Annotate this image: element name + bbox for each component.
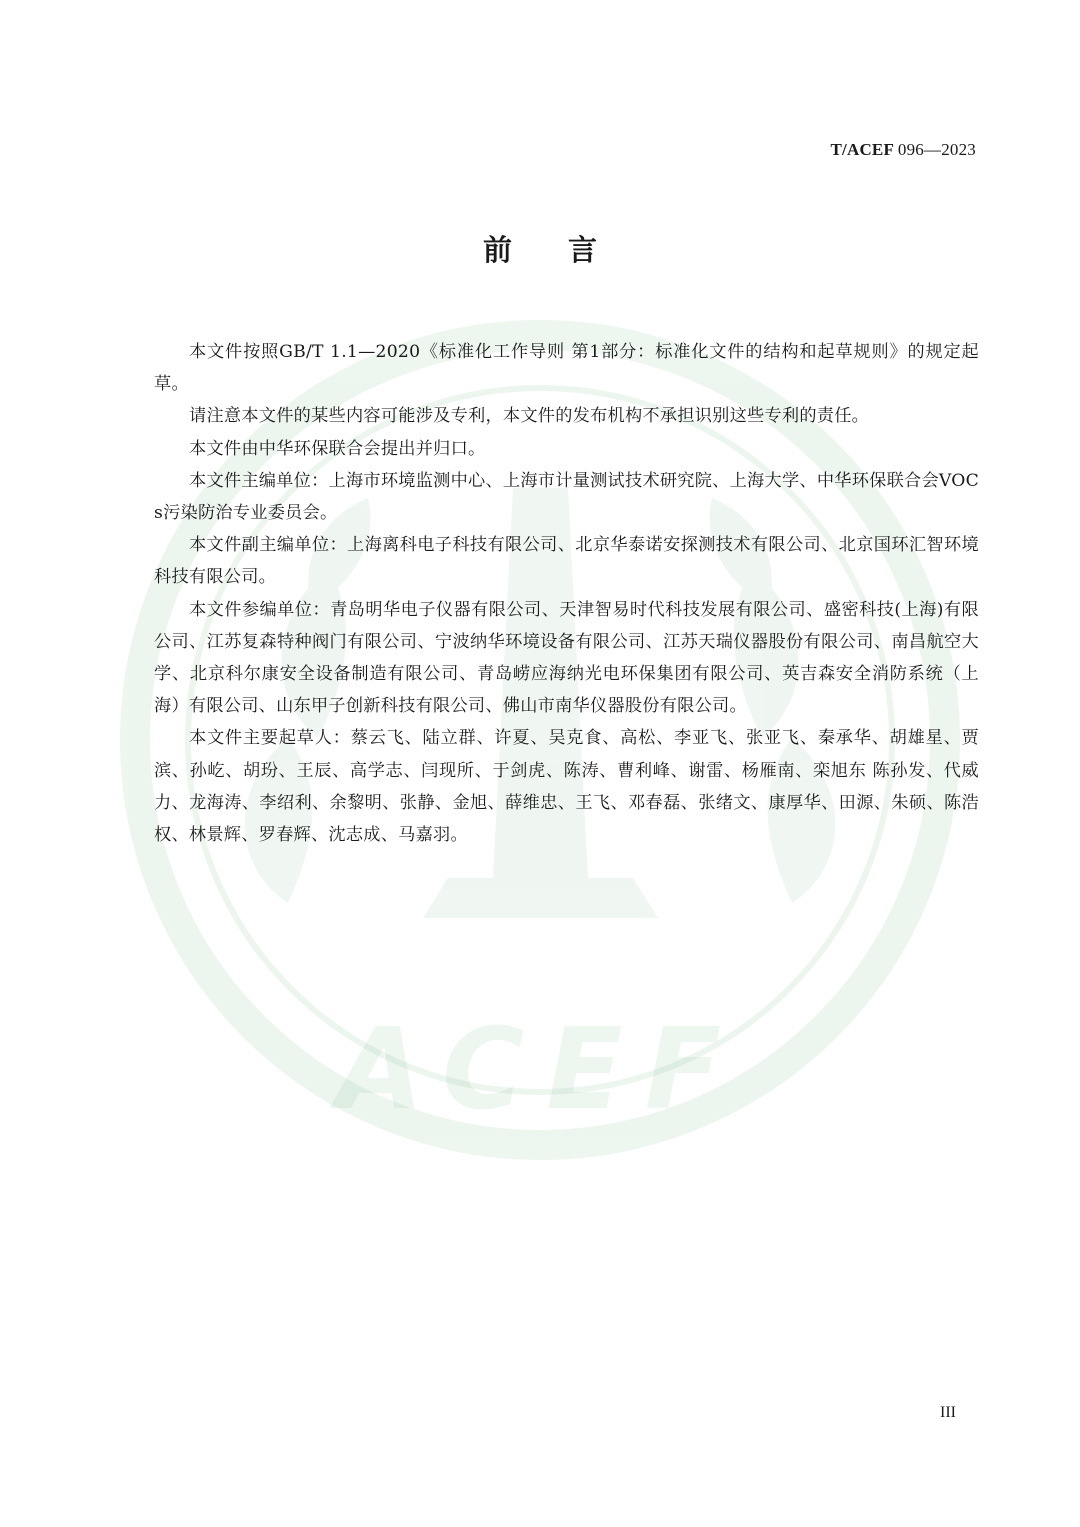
standard-code [831, 140, 976, 160]
foreword-body [154, 336, 979, 851]
paragraph-chief-editors: 本文件主编单位：上海市环境监测中心、上海市计量测试技术研究院、上海大学、中华环保联合会VOCs污染防治专业委员会。 [154, 470, 979, 524]
page-title: 前言 [482, 233, 653, 267]
standard-prefix: T/ACEF [830, 140, 894, 159]
paragraph-deputy-editors: 本文件副主编单位：上海离科电子科技有限公司、北京华泰诺安探测技术有限公司、北京国环汇智环境科技有限公司。 [154, 535, 979, 588]
watermark-text: ACEF [336, 1005, 744, 1135]
page-number: III [940, 1404, 956, 1421]
standard-number: 096—2023 [897, 140, 976, 159]
paragraph-participating-units: 本文件参编单位：青岛明华电子仪器有限公司、天津智易时代科技发展有限公司、盛密科技(上海)有限公司、江苏复森特种阀门有限公司、宁波纳华环境设备有限公司、江苏天瑞仪器股份有限公司、南昌航空大学、北京科尔康安全设备制造有限公司、青岛崂应海纳光电环保集团有限公司、英吉森安全消防系统（上海）有限公司、山东甲子创新科技有限公司、佛山市南华仪器股份有限公司。 [154, 599, 979, 717]
paragraph-proposer: 本文件由中华环保联合会提出并归口。 [189, 438, 486, 459]
paragraph-drafters: 本文件主要起草人：蔡云飞、陆立群、许夏、吴克食、高松、李亚飞、张亚飞、秦承华、胡雄星、贾滨、孙屹、胡玢、王辰、高学志、闫现所、于剑虎、陈涛、曹利峰、谢雷、杨雁南、栾旭东 陈孙发、代威力、龙海涛、李绍利、余黎明、张静、金旭、薛维忠、王飞、邓春磊、张绪文、康厚华、田源、朱硕、陈浩权、林景辉、罗春辉、沈志成、马嘉羽。 [154, 728, 979, 846]
paragraph-drafting-rules: 本文件按照GB/T 1.1—2020《标准化工作导则 第1部分：标准化文件的结构和起草规则》的规定起草。 [154, 342, 979, 395]
paragraph-patent-notice: 请注意本文件的某些内容可能涉及专利，本文件的发布机构不承担识别这些专利的责任。 [189, 406, 870, 427]
